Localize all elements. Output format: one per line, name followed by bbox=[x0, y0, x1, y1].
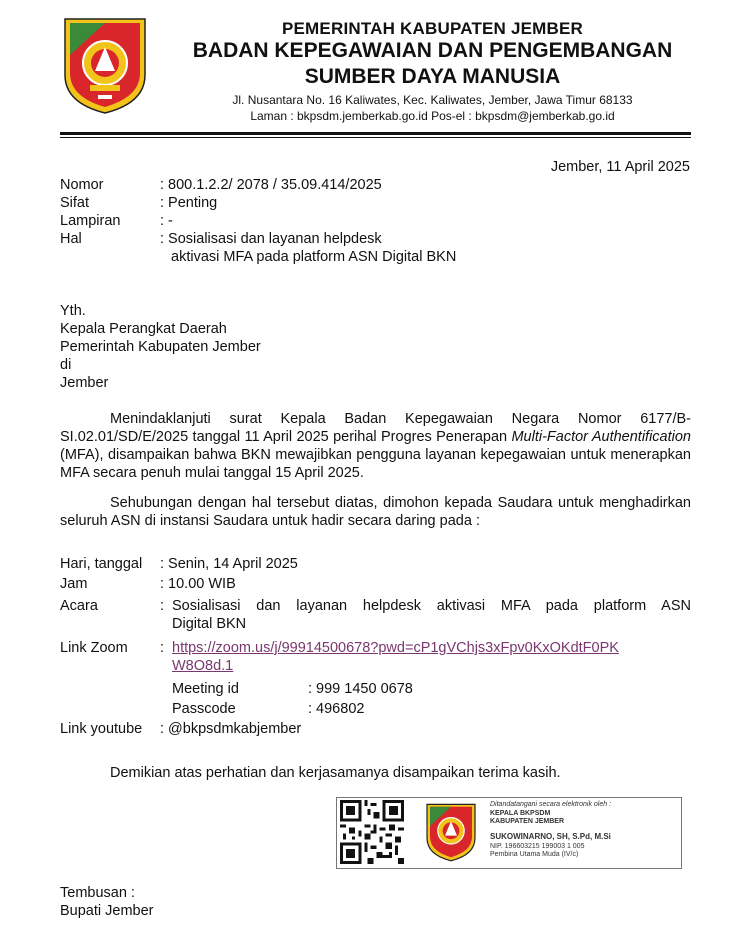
acara-label: Acara bbox=[60, 598, 98, 614]
tembusan-item: Bupati Jember bbox=[60, 903, 154, 919]
letter-date: Jember, 11 April 2025 bbox=[550, 159, 690, 175]
letterhead-rule-thin bbox=[60, 137, 691, 138]
letterhead-line-3: SUMBER DAYA MANUSIA bbox=[304, 65, 561, 88]
passcode-label: Passcode bbox=[172, 701, 236, 717]
letterhead-line-2: BADAN KEPEGAWAIAN DAN PENGEMBANGAN bbox=[192, 39, 673, 62]
signer-rank: Pembina Utama Muda (IV/c) bbox=[490, 851, 579, 858]
jam-label: Jam bbox=[60, 576, 88, 592]
passcode-value: : 496802 bbox=[308, 701, 365, 717]
kabupaten-jember-emblem bbox=[60, 15, 150, 115]
zoom-link[interactable]: https://zoom.us/j/99914500678?pwd=cP1gVChjs3xFpv0KxOKdtF0PK bbox=[172, 640, 619, 656]
acara-value-1: Sosialisasi dan layanan helpdesk aktivasi MFA pada platform ASN bbox=[172, 598, 691, 614]
meeting-id-label: Meeting id bbox=[172, 681, 239, 697]
recipient-line-4: di bbox=[60, 357, 72, 373]
zoom-link-continued[interactable]: W8O8d.1 bbox=[172, 658, 234, 674]
meeting-id-value: : 999 1450 0678 bbox=[308, 681, 413, 697]
youtube-label: Link youtube bbox=[60, 721, 143, 737]
recipient-line-3: Pemerintah Kabupaten Jember bbox=[60, 339, 261, 355]
letterhead-rule-thick bbox=[60, 132, 691, 135]
acara-value-2: Digital BKN bbox=[172, 616, 247, 632]
sifat-value: : Penting bbox=[160, 195, 218, 211]
qr-code-icon bbox=[340, 800, 404, 864]
hal-value-1: : Sosialisasi dan layanan helpdesk bbox=[160, 231, 382, 247]
recipient-line-2: Kepala Perangkat Daerah bbox=[60, 321, 227, 337]
body-paragraph-2: Sehubungan dengan hal tersebut diatas, dimohon kepada Saudara untuk menghadirkan seluruh ASN di instansi Saudara untuk hadir secara daring pada : bbox=[60, 495, 691, 529]
hal-label: Hal bbox=[60, 231, 82, 247]
letterhead-line-1: PEMERINTAH KABUPATEN JEMBER bbox=[281, 19, 584, 38]
closing-text: Demikian atas perhatian dan kerjasamanya disampaikan terima kasih. bbox=[110, 765, 561, 781]
recipient-line-5: Jember bbox=[60, 375, 109, 391]
tembusan-label: Tembusan : bbox=[60, 885, 135, 901]
signature-line-3: KABUPATEN JEMBER bbox=[490, 818, 565, 825]
sifat-label: Sifat bbox=[60, 195, 90, 211]
letterhead-contact: Laman : bkpsdm.jemberkab.go.id Pos-el : bkpsdm@jemberkab.go.id bbox=[250, 109, 615, 123]
recipient-line-1: Yth. bbox=[60, 303, 86, 319]
signature-emblem bbox=[424, 802, 478, 862]
nomor-label: Nomor bbox=[60, 177, 104, 193]
hari-label: Hari, tanggal bbox=[60, 556, 143, 572]
signature-line-1: Ditandatangani secara elektronik oleh : bbox=[490, 801, 612, 808]
zoom-colon: : bbox=[160, 640, 165, 656]
zoom-label: Link Zoom bbox=[60, 640, 128, 656]
jam-value: : 10.00 WIB bbox=[160, 576, 236, 592]
hari-value: : Senin, 14 April 2025 bbox=[160, 556, 298, 572]
signer-nip: NIP. 196603215 199003 1 005 bbox=[490, 843, 585, 850]
lampiran-label: Lampiran bbox=[60, 213, 121, 229]
body-paragraph-1: Menindaklanjuti surat Kepala Badan Kepegawaian Negara Nomor 6177/B-SI.02.01/SD/E/2025 tanggal 11 April 2025 perihal Progres Penerapan Multi-Factor Authentification (MFA), disampaikan bahwa BKN mewajibkan pengguna layanan kepegawaian untuk menerapkan MFA secara penuh mulai tanggal 15 April 2025. bbox=[60, 411, 691, 481]
signer-name: SUKOWINARNO, SH, S.Pd, M.Si bbox=[490, 832, 611, 841]
hal-value-2: aktivasi MFA pada platform ASN Digital BKN bbox=[171, 249, 457, 265]
acara-colon: : bbox=[160, 598, 165, 614]
nomor-value: : 800.1.2.2/ 2078 / 35.09.414/2025 bbox=[160, 177, 382, 193]
letterhead-address: Jl. Nusantara No. 16 Kaliwates, Kec. Kaliwates, Jember, Jawa Timur 68133 bbox=[232, 93, 633, 107]
mfa-term: Multi-Factor Authentification bbox=[511, 429, 691, 445]
lampiran-value: : - bbox=[160, 213, 173, 229]
youtube-value: : @bkpsdmkabjember bbox=[160, 721, 302, 737]
signature-line-2: KEPALA BKPSDM bbox=[490, 810, 551, 817]
